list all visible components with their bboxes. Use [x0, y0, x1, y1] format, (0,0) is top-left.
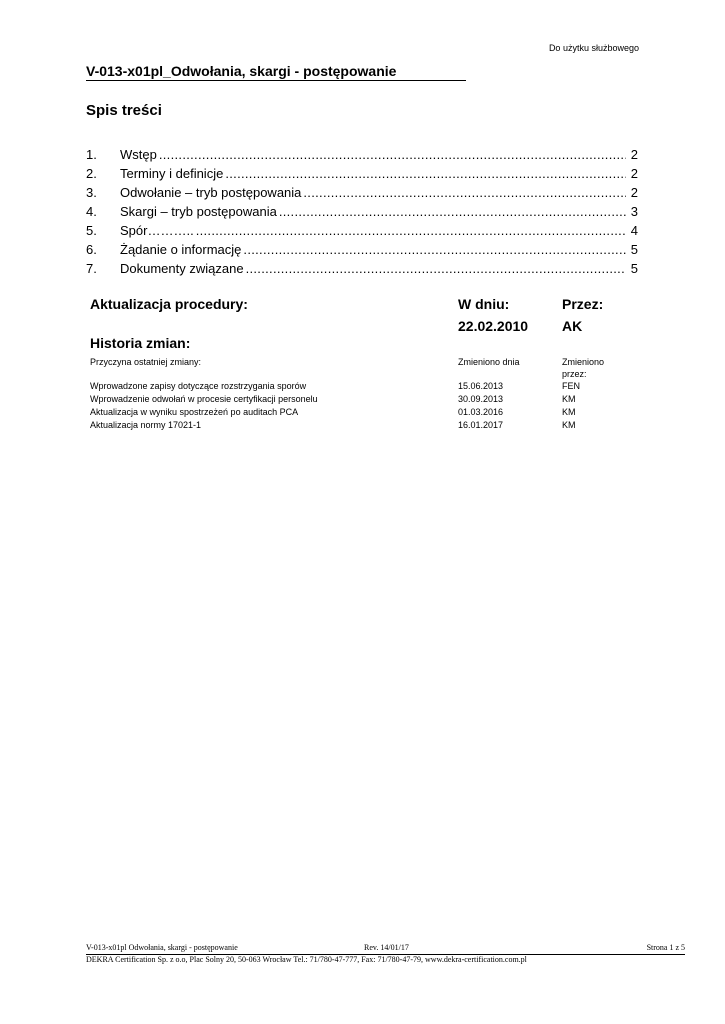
history-reason: Wprowadzenie odwołań w procesie certyfikacji personelu [90, 394, 318, 404]
history-col-by-line1: Zmieniono [562, 357, 605, 367]
toc-title: Wstęp [120, 147, 157, 162]
toc-number: 1. [86, 147, 97, 162]
table-row [90, 406, 650, 419]
toc-title: Dokumenty związane [120, 261, 244, 276]
toc-page-number: 3 [630, 204, 638, 219]
footer-page-number: Strona 1 z 5 [646, 943, 685, 952]
history-reason: Aktualizacja w wyniku spostrzeżeń po auditach PCA [90, 407, 299, 417]
toc-number: 7. [86, 261, 97, 276]
toc-leader [243, 240, 626, 259]
history-date: 01.03.2016 [458, 407, 504, 417]
update-date-value: 22.02.2010 [458, 318, 529, 334]
history-col-date: Zmieniono dnia [458, 357, 520, 367]
toc-leader [246, 259, 626, 278]
toc-page-number: 2 [630, 166, 638, 181]
toc-leader [279, 202, 626, 221]
toc-page-number: 5 [630, 242, 638, 257]
toc-number: 6. [86, 242, 97, 257]
toc-title: Spór……….. [120, 223, 194, 238]
toc-leader [159, 145, 626, 164]
history-heading: Historia zmian: [90, 335, 191, 351]
history-date: 16.01.2017 [458, 420, 504, 430]
history-reason: Aktualizacja normy 17021-1 [90, 420, 202, 430]
toc-heading: Spis treści [86, 102, 162, 119]
history-date: 30.09.2013 [458, 394, 504, 404]
history-col-by-line2: przez: [562, 369, 587, 379]
toc-title: Odwołanie – tryb postępowania [120, 185, 302, 200]
toc-item-1[interactable] [86, 145, 638, 164]
toc-item-5[interactable] [86, 221, 638, 240]
table-of-contents [86, 145, 638, 278]
footer-revision: Rev. 14/01/17 [364, 943, 409, 952]
toc-page-number: 2 [630, 147, 638, 162]
toc-title: Skargi – tryb postępowania [120, 204, 277, 219]
update-label: Aktualizacja procedury: [90, 296, 248, 312]
history-col-reason: Przyczyna ostatniej zmiany: [90, 357, 202, 367]
history-by: KM [562, 407, 576, 417]
history-by: FEN [562, 381, 580, 391]
update-by-value: AK [562, 318, 583, 334]
toc-leader [225, 164, 626, 183]
toc-title: Terminy i definicje [120, 166, 224, 181]
toc-page-number: 4 [630, 223, 638, 238]
toc-page-number: 2 [630, 185, 638, 200]
footer-doc-name: V-013-x01pl Odwołania, skargi - postępowanie [86, 943, 238, 952]
toc-item-2[interactable] [86, 164, 638, 183]
document-title: V-013-x01pl_Odwołania, skargi - postępowanie [86, 63, 466, 81]
history-by: KM [562, 420, 576, 430]
table-row [90, 380, 650, 393]
toc-leader [303, 183, 626, 202]
update-date-label: W dniu: [458, 296, 510, 312]
history-date: 15.06.2013 [458, 381, 504, 391]
table-row [90, 419, 650, 432]
toc-leader [196, 221, 626, 240]
toc-title: Żądanie o informację [120, 242, 242, 257]
footer-company: DEKRA Certification Sp. z o.o, Plac Solny 20, 50-063 Wrocław Tel.: 71/780-47-777, Fax: 71/780-47-79, www.dekra-certification.com.pl [86, 955, 527, 964]
history-reason: Wprowadzone zapisy dotyczące rozstrzygania sporów [90, 381, 307, 391]
toc-item-6[interactable] [86, 240, 638, 259]
toc-item-4[interactable] [86, 202, 638, 221]
update-by-label: Przez: [562, 296, 604, 312]
toc-number: 4. [86, 204, 97, 219]
table-row [90, 393, 650, 406]
history-col-by [562, 356, 604, 380]
toc-item-3[interactable] [86, 183, 638, 202]
footer-meta [86, 943, 685, 955]
classification-label: Do użytku służbowego [548, 43, 639, 53]
history-by: KM [562, 394, 576, 404]
history-table [90, 380, 650, 432]
toc-number: 3. [86, 185, 97, 200]
toc-page-number: 5 [630, 261, 638, 276]
toc-item-7[interactable] [86, 259, 638, 278]
toc-number: 5. [86, 223, 97, 238]
toc-number: 2. [86, 166, 97, 181]
